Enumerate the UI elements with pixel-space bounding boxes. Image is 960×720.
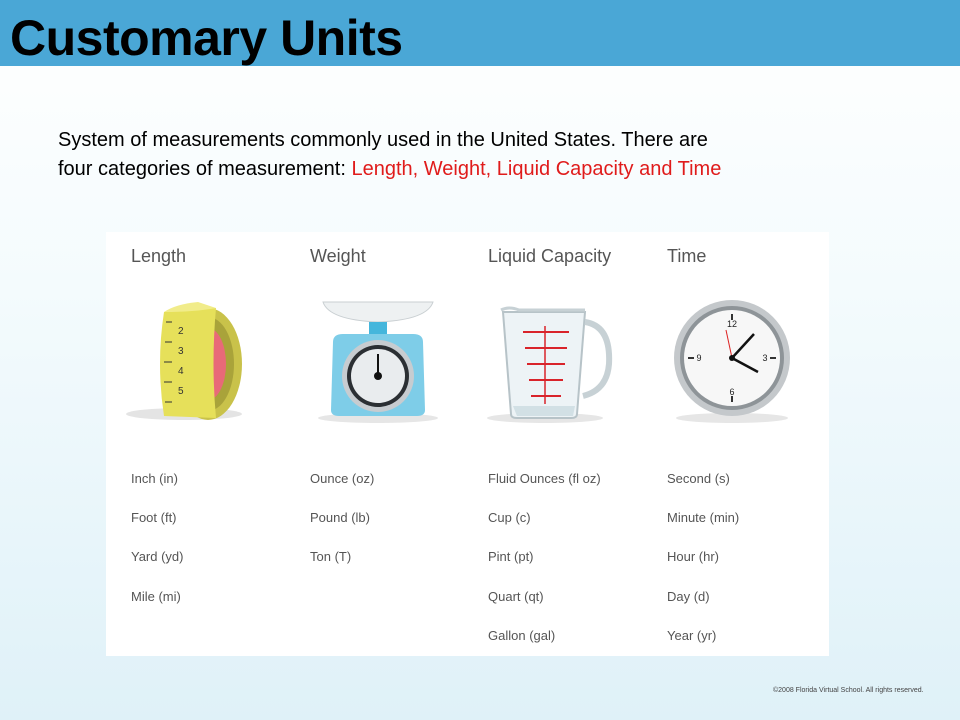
column-heading-liquid-capacity: Liquid Capacity bbox=[488, 246, 612, 266]
unit-item: Yard (yd) bbox=[131, 549, 184, 565]
copyright-notice: ©2008 Florida Virtual School. All rights reserved. bbox=[773, 687, 924, 694]
intro-line-2: four categories of measurement: bbox=[58, 158, 352, 180]
unit-item: Gallon (gal) bbox=[488, 627, 556, 643]
column-time bbox=[642, 232, 820, 656]
column-heading-weight: Weight bbox=[310, 246, 366, 266]
unit-item: Pint (pt) bbox=[488, 549, 534, 565]
column-length bbox=[106, 232, 284, 656]
unit-item: Ton (T) bbox=[310, 549, 352, 565]
svg-text:4: 4 bbox=[178, 366, 184, 377]
unit-item: Mile (mi) bbox=[131, 588, 181, 604]
kitchen-scale-icon bbox=[295, 294, 445, 424]
svg-text:3: 3 bbox=[762, 353, 768, 363]
unit-item: Year (yr) bbox=[667, 627, 717, 643]
intro-text bbox=[58, 126, 888, 184]
column-heading-length: Length bbox=[131, 246, 187, 266]
unit-item: Second (s) bbox=[667, 471, 730, 486]
unit-item: Minute (min) bbox=[667, 510, 740, 526]
unit-item: Day (d) bbox=[667, 588, 710, 604]
svg-text:5: 5 bbox=[178, 386, 184, 397]
measuring-cup-icon bbox=[473, 294, 623, 424]
unit-list-time bbox=[667, 470, 739, 666]
tape-measure-icon bbox=[116, 294, 266, 424]
unit-list-liquid-capacity bbox=[488, 470, 601, 666]
unit-item: Inch (in) bbox=[131, 471, 178, 486]
wall-clock-icon bbox=[652, 294, 802, 424]
svg-text:2: 2 bbox=[178, 326, 184, 337]
unit-item: Hour (hr) bbox=[667, 549, 720, 565]
svg-text:12: 12 bbox=[726, 319, 738, 329]
intro-line-1: System of measurements commonly used in the United States. There are bbox=[58, 129, 708, 151]
unit-item: Fluid Ounces (fl oz) bbox=[488, 471, 601, 486]
column-heading-time: Time bbox=[667, 246, 707, 266]
svg-text:3: 3 bbox=[178, 346, 184, 357]
unit-item: Cup (c) bbox=[488, 510, 531, 526]
unit-list-weight bbox=[310, 470, 374, 588]
unit-item: Ounce (oz) bbox=[310, 471, 375, 486]
unit-item: Pound (lb) bbox=[310, 510, 370, 526]
column-liquid-capacity bbox=[463, 232, 641, 656]
unit-list-length bbox=[131, 470, 184, 627]
slide-title: Customary Units bbox=[10, 10, 403, 66]
svg-text:6: 6 bbox=[729, 387, 735, 397]
units-table bbox=[106, 232, 829, 656]
svg-text:9: 9 bbox=[696, 353, 702, 363]
column-weight bbox=[285, 232, 463, 656]
intro-categories: Length, Weight, Liquid Capacity and Time bbox=[351, 158, 722, 180]
unit-item: Quart (qt) bbox=[488, 588, 544, 604]
unit-item: Foot (ft) bbox=[131, 510, 177, 526]
